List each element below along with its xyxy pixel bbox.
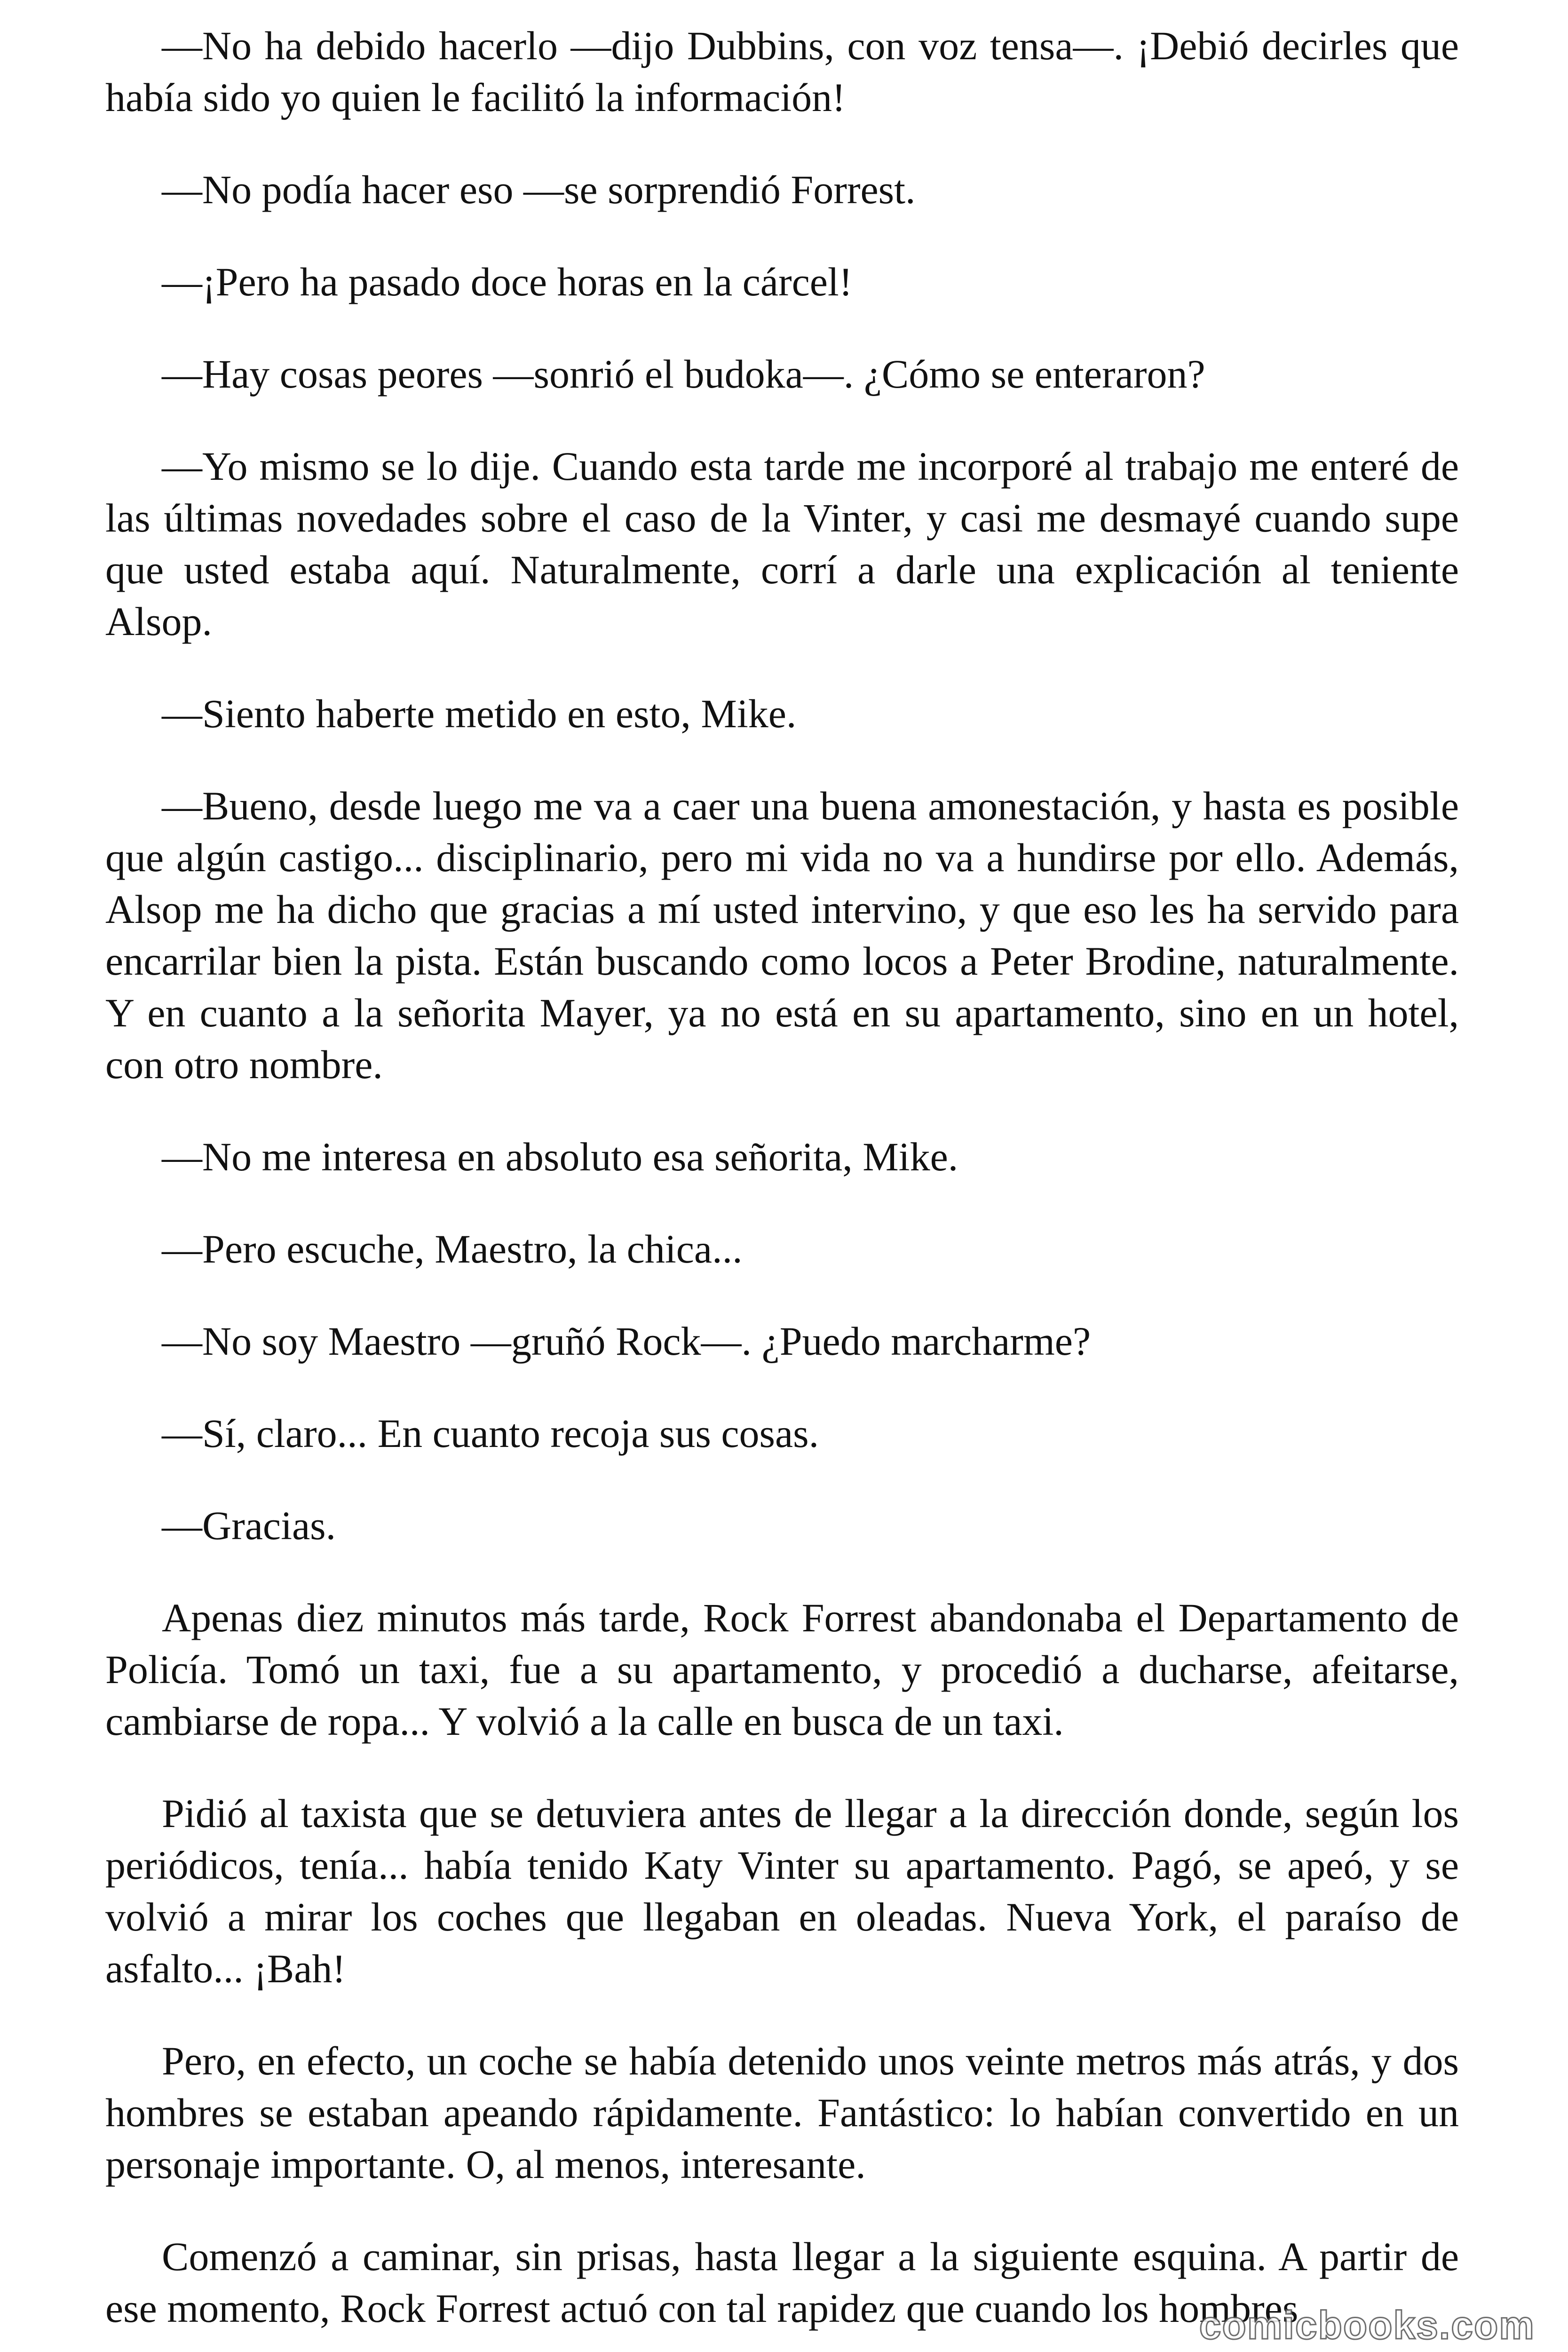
paragraph-12: —Gracias. bbox=[162, 1503, 336, 1548]
paragraph-11: —Sí, claro... En cuanto recoja sus cosas. bbox=[162, 1411, 819, 1456]
paragraph-15: Pero, en efecto, un coche se había detenido unos veinte metros más atrás, y dos hombres se estaban apeando rápidamente. Fantástico: lo habían convertido en un personaje importante. O, al menos, interesante. bbox=[105, 2038, 1459, 2187]
paragraph-10: —No soy Maestro —gruñó Rock—. ¿Puedo marcharme? bbox=[162, 1319, 1091, 1364]
paragraph-5: —Yo mismo se lo dije. Cuando esta tarde me incorporé al trabajo me enteré de las últimas novedades sobre el caso de la Vinter, y casi me desmayé cuando supe que usted estaba aquí. Naturalmente, corrí a darle una explicación al teniente Alsop. bbox=[105, 444, 1459, 644]
paragraph-14: Pidió al taxista que se detuviera antes de llegar a la dirección donde, según los periódicos, tenía... había tenido Katy Vinter su apartamento. Pagó, se apeó, y se volvió a mirar los coches que llegaban en oleadas. Nueva York, el paraíso de asfalto... ¡Bah! bbox=[105, 1791, 1459, 1991]
paragraph-7: —Bueno, desde luego me va a caer una buena amonestación, y hasta es posible que algún castigo... disciplinario, pero mi vida no va a hundirse por ello. Además, Alsop me ha dicho que gracias a mí usted intervino, y que eso les ha servido para encarrilar bien la pista. Están buscando como locos a Peter Brodine, naturalmente. Y en cuanto a la señorita Mayer, ya no está en su apartamento, sino en un hotel, con otro nombre. bbox=[105, 783, 1459, 1087]
paragraph-6: —Siento haberte metido en esto, Mike. bbox=[162, 691, 797, 736]
paragraph-13: Apenas diez minutos más tarde, Rock Forrest abandonaba el Departamento de Policía. Tomó un taxi, fue a su apartamento, y procedió a ducharse, afeitarse, cambiarse de ropa... Y volvió a la calle en busca de un taxi. bbox=[105, 1595, 1459, 1744]
paragraph-3: —¡Pero ha pasado doce horas en la cárcel! bbox=[162, 259, 853, 304]
paragraph-1: —No ha debido hacerlo —dijo Dubbins, con voz tensa—. ¡Debió decirles que había sido yo quien le facilitó la información! bbox=[105, 23, 1459, 120]
paragraph-8: —No me interesa en absoluto esa señorita, Mike. bbox=[162, 1134, 958, 1179]
paragraph-9: —Pero escuche, Maestro, la chica... bbox=[162, 1226, 743, 1271]
paragraph-4: —Hay cosas peores —sonrió el budoka—. ¿Cómo se enteraron? bbox=[162, 351, 1205, 397]
watermark-logo: comicbooks.com bbox=[1199, 2303, 1535, 2347]
paragraph-2: —No podía hacer eso —se sorprendió Forrest. bbox=[162, 167, 916, 212]
paragraph-16: Comenzó a caminar, sin prisas, hasta llegar a la siguiente esquina. A partir de ese momento, Rock Forrest actuó con tal rapidez que cuando los hombres bbox=[105, 2234, 1459, 2331]
